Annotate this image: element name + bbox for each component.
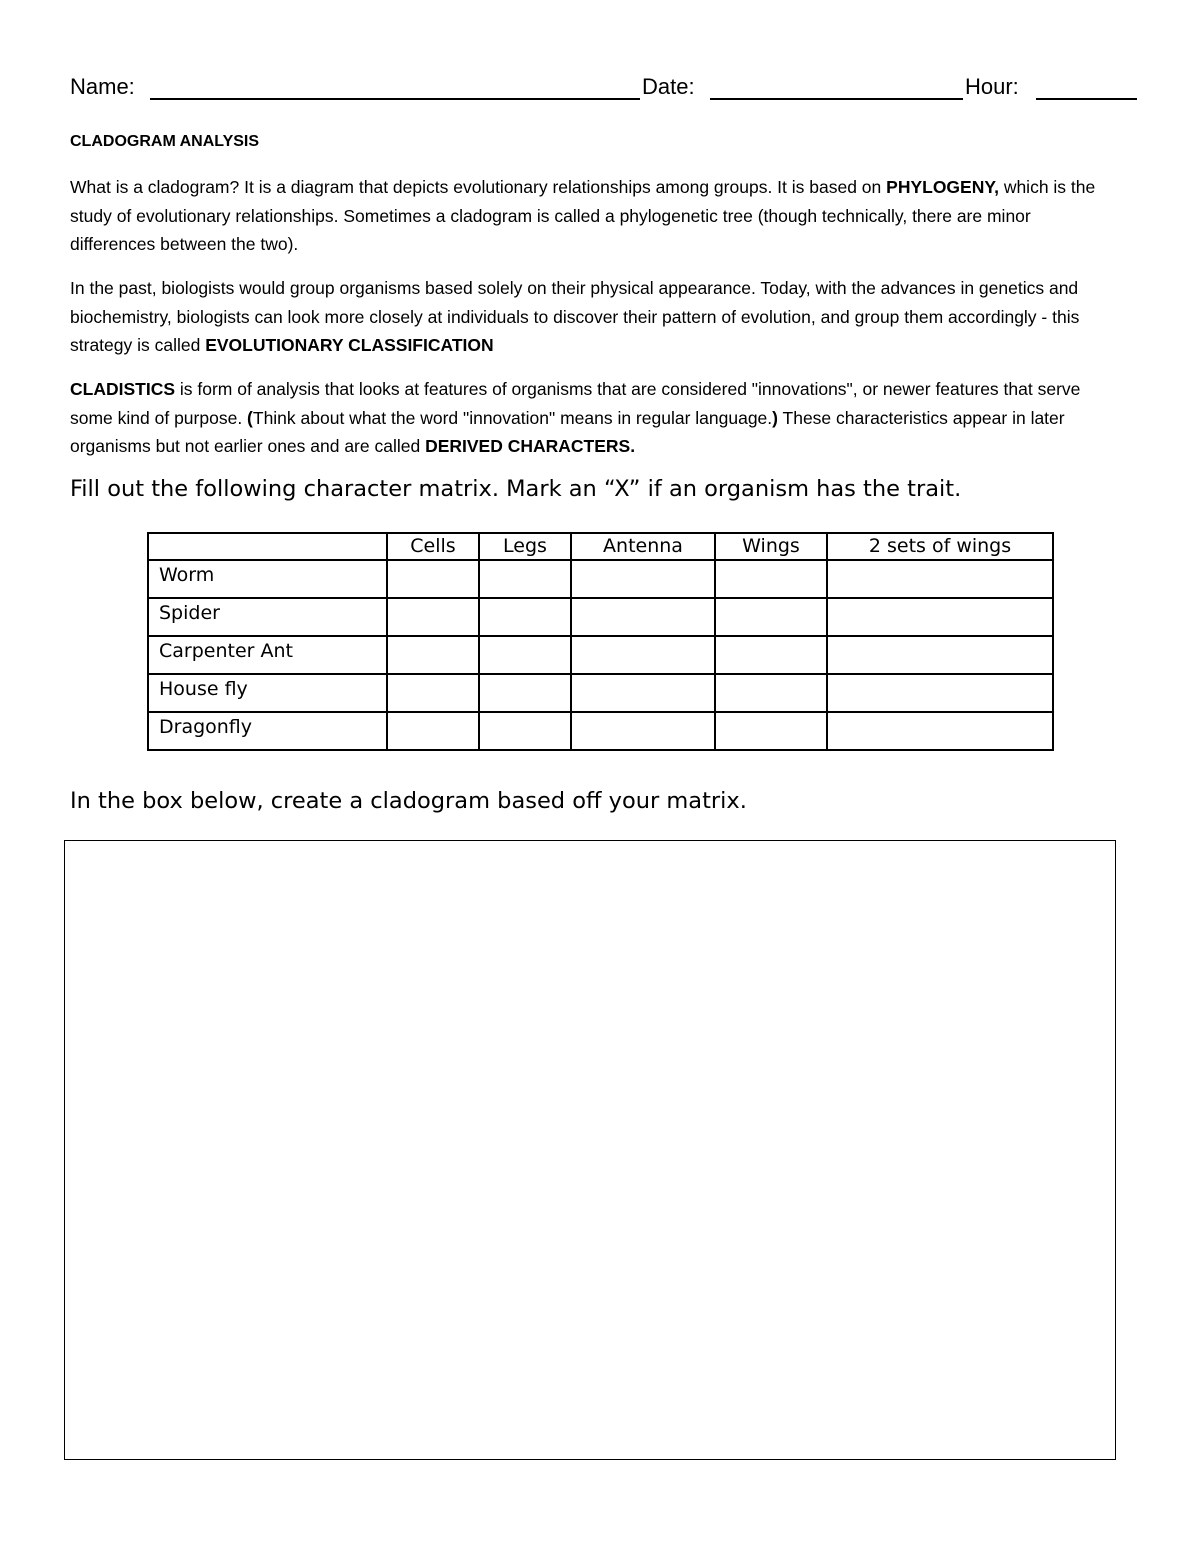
table-row <box>148 598 1053 636</box>
name-label: Name: <box>70 74 135 99</box>
paragraph-text: What is a cladogram? It is a diagram that depicts evolutionary relationships among groups. It is based on <box>70 177 887 197</box>
matrix-cell[interactable] <box>479 636 571 674</box>
column-header-antenna: Antenna <box>571 533 715 560</box>
table-row <box>148 560 1053 598</box>
matrix-cell[interactable] <box>571 712 715 750</box>
date-label: Date: <box>642 74 695 99</box>
matrix-cell[interactable] <box>715 674 827 712</box>
cladogram-definition-paragraph <box>70 173 1120 259</box>
paragraph-text: Think about what the word "innovation" means in regular language. <box>252 407 773 428</box>
organism-label-house-fly: House fly <box>148 674 387 712</box>
matrix-cell[interactable] <box>479 598 571 636</box>
matrix-cell[interactable] <box>571 598 715 636</box>
matrix-cell[interactable] <box>571 560 715 598</box>
matrix-cell[interactable] <box>715 598 827 636</box>
column-header-legs: Legs <box>479 533 571 560</box>
bold-paren-close: ) <box>772 407 778 428</box>
matrix-cell[interactable] <box>387 560 479 598</box>
matrix-cell[interactable] <box>715 560 827 598</box>
bold-term-cladistics: CLADISTICS <box>70 379 175 399</box>
worksheet-title: CLADOGRAM ANALYSIS <box>70 133 260 150</box>
name-blank-line[interactable] <box>150 98 640 100</box>
matrix-cell[interactable] <box>827 674 1053 712</box>
column-header-cells: Cells <box>387 533 479 560</box>
matrix-cell[interactable] <box>387 674 479 712</box>
bold-term-derived-characters: DERIVED CHARACTERS. <box>425 436 636 457</box>
evolutionary-classification-paragraph <box>70 274 1120 360</box>
character-matrix-table <box>147 532 1054 751</box>
bold-term-evolutionary-classification: EVOLUTIONARY CLASSIFICATION <box>205 335 494 356</box>
paragraph-text: These characteristics appear in later organisms but not earlier ones and are called <box>70 407 1065 457</box>
paragraph-text: is form of analysis that looks at features of organisms that are considered "innovations", or newer features that serve some kind of purpose. <box>70 379 1081 428</box>
matrix-cell[interactable] <box>827 560 1053 598</box>
column-header-2-sets-of-wings: 2 sets of wings <box>827 533 1053 560</box>
matrix-corner-cell <box>148 533 387 560</box>
bold-term-phylogeny: PHYLOGENY, <box>886 177 999 197</box>
matrix-cell[interactable] <box>715 636 827 674</box>
organism-label-spider: Spider <box>148 598 387 636</box>
matrix-cell[interactable] <box>827 712 1053 750</box>
hour-blank-line[interactable] <box>1036 98 1137 100</box>
matrix-instruction: Fill out the following character matrix. Mark an “X” if an organism has the trait. <box>70 476 962 502</box>
student-info-header <box>70 72 1138 102</box>
paragraph-text: In the past, biologists would group organisms based solely on their physical appearance. Today, with the advances in genetics and biochemistry, biologists can look more closely at individuals to discover their pattern of evolution, and group them accordingly - this strategy is called <box>70 278 1080 356</box>
cladogram-instruction: In the box below, create a cladogram based off your matrix. <box>70 788 747 814</box>
organism-label-worm: Worm <box>148 560 387 598</box>
matrix-cell[interactable] <box>715 712 827 750</box>
matrix-cell[interactable] <box>479 674 571 712</box>
matrix-header-row <box>148 533 1053 560</box>
organism-label-carpenter-ant: Carpenter Ant <box>148 636 387 674</box>
matrix-cell[interactable] <box>571 636 715 674</box>
matrix-cell[interactable] <box>387 598 479 636</box>
hour-label: Hour: <box>965 74 1019 99</box>
table-row <box>148 674 1053 712</box>
table-row <box>148 636 1053 674</box>
matrix-cell[interactable] <box>827 636 1053 674</box>
date-blank-line[interactable] <box>710 98 963 100</box>
matrix-cell[interactable] <box>571 674 715 712</box>
organism-label-dragonfly: Dragonfly <box>148 712 387 750</box>
table-row <box>148 712 1053 750</box>
matrix-cell[interactable] <box>479 560 571 598</box>
matrix-cell[interactable] <box>387 636 479 674</box>
cladistics-paragraph <box>70 375 1120 461</box>
cladogram-drawing-box[interactable] <box>64 840 1116 1460</box>
column-header-wings: Wings <box>715 533 827 560</box>
matrix-cell[interactable] <box>827 598 1053 636</box>
matrix-cell[interactable] <box>479 712 571 750</box>
matrix-cell[interactable] <box>387 712 479 750</box>
paragraph-text: which is the study of evolutionary relationships. Sometimes a cladogram is called a phylogenetic tree (though technically, there are minor differences between the two). <box>70 177 1096 255</box>
bold-paren-open: ( <box>247 407 253 428</box>
